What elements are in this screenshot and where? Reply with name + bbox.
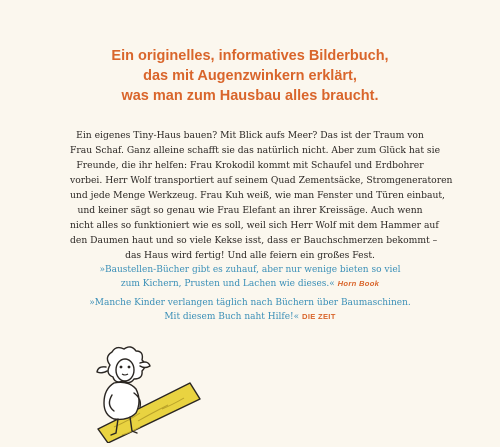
blurb-line: Ein eigenes Tiny-Haus bauen? Mit Blick aufs Meer? Das ist der Traum von xyxy=(76,130,424,141)
headline xyxy=(0,46,500,106)
headline-line: das mit Augenzwinkern erklärt, xyxy=(143,68,357,84)
blurb-text xyxy=(70,128,453,263)
quote-text: Mit diesem Buch naht Hilfe!« xyxy=(164,312,300,322)
blurb-line: Freunde, die ihr helfen: Frau Krokodil kommt mit Schaufel und Erdbohrer xyxy=(76,160,424,171)
quote-line xyxy=(60,310,440,324)
blurb-line: Frau Schaf. Ganz alleine schafft sie das natürlich nicht. Aber zum Glück hat sie xyxy=(70,145,441,156)
quote-source: Horn Book xyxy=(337,279,380,288)
quote-line xyxy=(60,277,440,291)
blurb-line: und jede Menge Werkzeug. Frau Kuh weiß, wie man Fenster und Türen einbaut, xyxy=(70,190,445,201)
review-quote-horn-book xyxy=(60,263,440,291)
blurb-line: das Haus wird fertig! Und alle feiern ein großes Fest. xyxy=(125,250,375,261)
quote-line: »Baustellen-Bücher gibt es zuhauf, aber nur wenige bieten so viel xyxy=(99,265,401,275)
blurb-line: den Daumen haut und so viele Kekse isst, dass er Bauchschmerzen bekommt – xyxy=(70,235,438,246)
quote-line: »Manche Kinder verlangen täglich nach Büchern über Baumaschinen. xyxy=(89,298,411,308)
quote-text: zum Kichern, Prusten und Lachen wie dieses.« xyxy=(120,279,335,289)
blurb-line: und keiner sägt so genau wie Frau Elefant an ihrer Kreissäge. Auch wenn xyxy=(77,205,423,216)
headline-line: was man zum Hausbau alles braucht. xyxy=(121,88,379,104)
quote-source: DIE ZEIT xyxy=(302,312,336,321)
blurb-line: nicht alles so funktioniert wie es soll, weil sich Herr Wolf mit dem Hammer auf xyxy=(70,220,439,231)
sheep-carrying-plank-icon xyxy=(92,343,212,447)
blurb-line: vorbei. Herr Wolf transportiert auf seinem Quad Zementsäcke, Stromgeneratoren xyxy=(70,175,453,186)
review-quote-die-zeit xyxy=(60,296,440,324)
headline-line: Ein originelles, informatives Bilderbuch, xyxy=(111,48,389,64)
